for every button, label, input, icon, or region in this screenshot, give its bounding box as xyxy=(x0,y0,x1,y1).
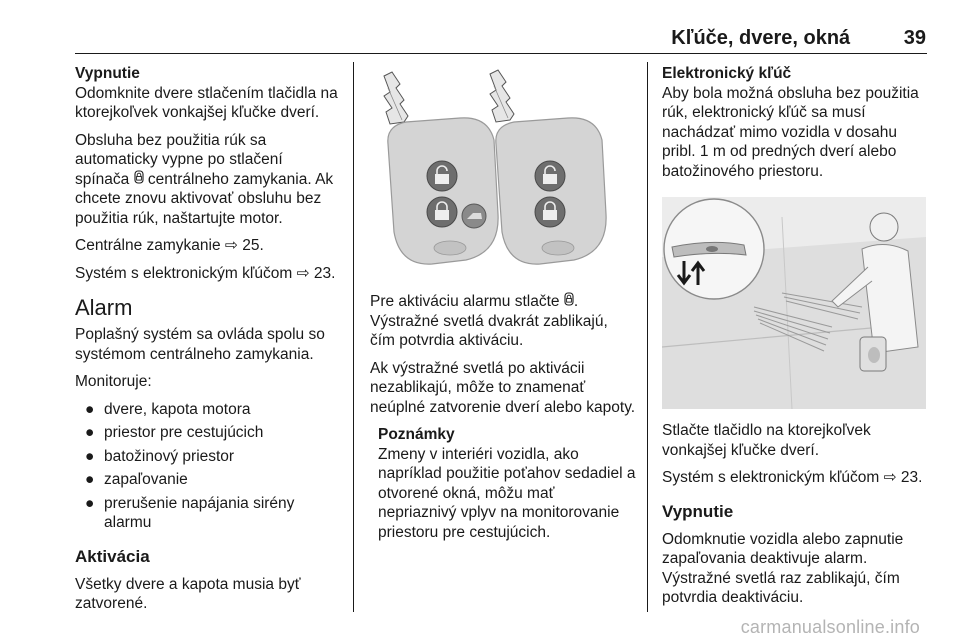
paragraph-activate-alarm: Pre aktiváciu alarmu stlačte . Výstražné svetlá dvakrát zablikajú, čím potvrdia aktiváciu. xyxy=(370,293,608,349)
bullet-icon: ● xyxy=(85,447,95,465)
column-3 xyxy=(662,64,928,616)
bullet-icon: ● xyxy=(85,494,95,512)
central-lock-switch-icon xyxy=(134,170,144,190)
section-title-deactivation: Vypnutie xyxy=(662,501,734,521)
paragraph-activation: Všetky dvere a kapota musia byť zatvorené. xyxy=(75,575,301,612)
watermark: carmanualsonline.info xyxy=(740,617,920,637)
remote-right xyxy=(496,118,606,264)
list-item: ● dvere, kapota motora xyxy=(85,400,251,418)
reference-arrow-icon: ⇨ xyxy=(883,469,897,486)
note-block xyxy=(370,425,636,542)
page-header-title: Kľúče, dvere, okná xyxy=(671,27,851,49)
column-divider-1 xyxy=(353,62,354,612)
reference-arrow-icon: ⇨ xyxy=(224,237,238,254)
column-2 xyxy=(370,64,636,550)
monitor-label: Monitoruje: xyxy=(75,373,152,390)
list-item: ● zapaľovanie xyxy=(85,471,188,488)
paragraph-handsfree-off: Obsluha bez použitia rúk sa automaticky vypne po stlačení spínača centrálneho zamykania. Ak chcete znovu aktivovať obsluhu bez použitia rúk, naštartujte motor. xyxy=(75,131,334,227)
bullet-icon: ● xyxy=(85,471,95,488)
paragraph-deactivation: Odomknutie vozidla alebo zapnutie zapaľovania deaktivuje alarm. Výstražné svetlá raz zablikajú, čím potvrdia deaktiváciu. xyxy=(662,530,904,606)
header-rule xyxy=(75,53,927,54)
paragraph-alarm: Poplašný systém sa ovláda spolu so systémom centrálneho zamykania. xyxy=(75,326,325,363)
section-subheading-electronic-key: Elektronický kľúč xyxy=(662,65,792,82)
paragraph-unlock: Odomknite dvere stlačením tlačidla na ktorejkoľvek vonkajšej kľučke dverí. xyxy=(75,84,338,121)
paragraph-press-handle: Stlačte tlačidlo na ktorejkoľvek vonkajšej kľučke dverí. xyxy=(662,422,871,459)
reference-electronic-key-3[interactable]: Systém s elektronickým kľúčom ⇨ 23. xyxy=(662,469,923,486)
page-number: 39 xyxy=(903,27,926,49)
lock-button-icon xyxy=(564,292,574,312)
page-header xyxy=(671,27,926,50)
section-title-alarm: Alarm xyxy=(75,295,133,320)
note-text: Zmeny v interiéri vozidla, ako napríklad použitie poťahov sedadiel a otvorené okná, môžu mať nepriaznivý vplyv na monitorovanie priestoru pre cestujúcich. xyxy=(378,445,636,541)
paragraph-no-flash: Ak výstražné svetlá po aktivácii nezablikajú, môže to znamenať neúplné zatvorenie dverí alebo kapoty. xyxy=(370,359,636,416)
reference-arrow-icon: ⇨ xyxy=(296,264,310,282)
remote-left xyxy=(388,118,498,264)
door-handle-illustration xyxy=(662,197,926,409)
column-divider-2 xyxy=(647,62,648,612)
bullet-icon: ● xyxy=(85,400,95,418)
list-item: ● prerušenie napájania sirény alarmu xyxy=(85,494,295,531)
monitor-list xyxy=(75,400,341,533)
reference-electronic-key[interactable]: Systém s elektronickým kľúčom ⇨ 23. xyxy=(75,264,336,282)
section-title-activation: Aktivácia xyxy=(75,546,150,566)
bullet-icon: ● xyxy=(85,424,95,441)
list-item: ● batožinový priestor xyxy=(85,447,235,465)
paragraph-electronic-key: Aby bola možná obsluha bez použitia rúk, elektronický kľúč sa musí nachádzať mimo vozidla v dosahu pribl. 1 m od predných dverí alebo batožinového priestoru. xyxy=(662,84,919,180)
list-item: ● priestor pre cestujúcich xyxy=(85,424,264,441)
reference-central-locking[interactable]: Centrálne zamykanie ⇨ 25. xyxy=(75,237,264,254)
column-1 xyxy=(75,64,341,622)
remote-keys-illustration xyxy=(370,64,634,276)
section-subheading-vypnutie: Vypnutie xyxy=(75,65,140,82)
note-title: Poznámky xyxy=(378,426,455,443)
